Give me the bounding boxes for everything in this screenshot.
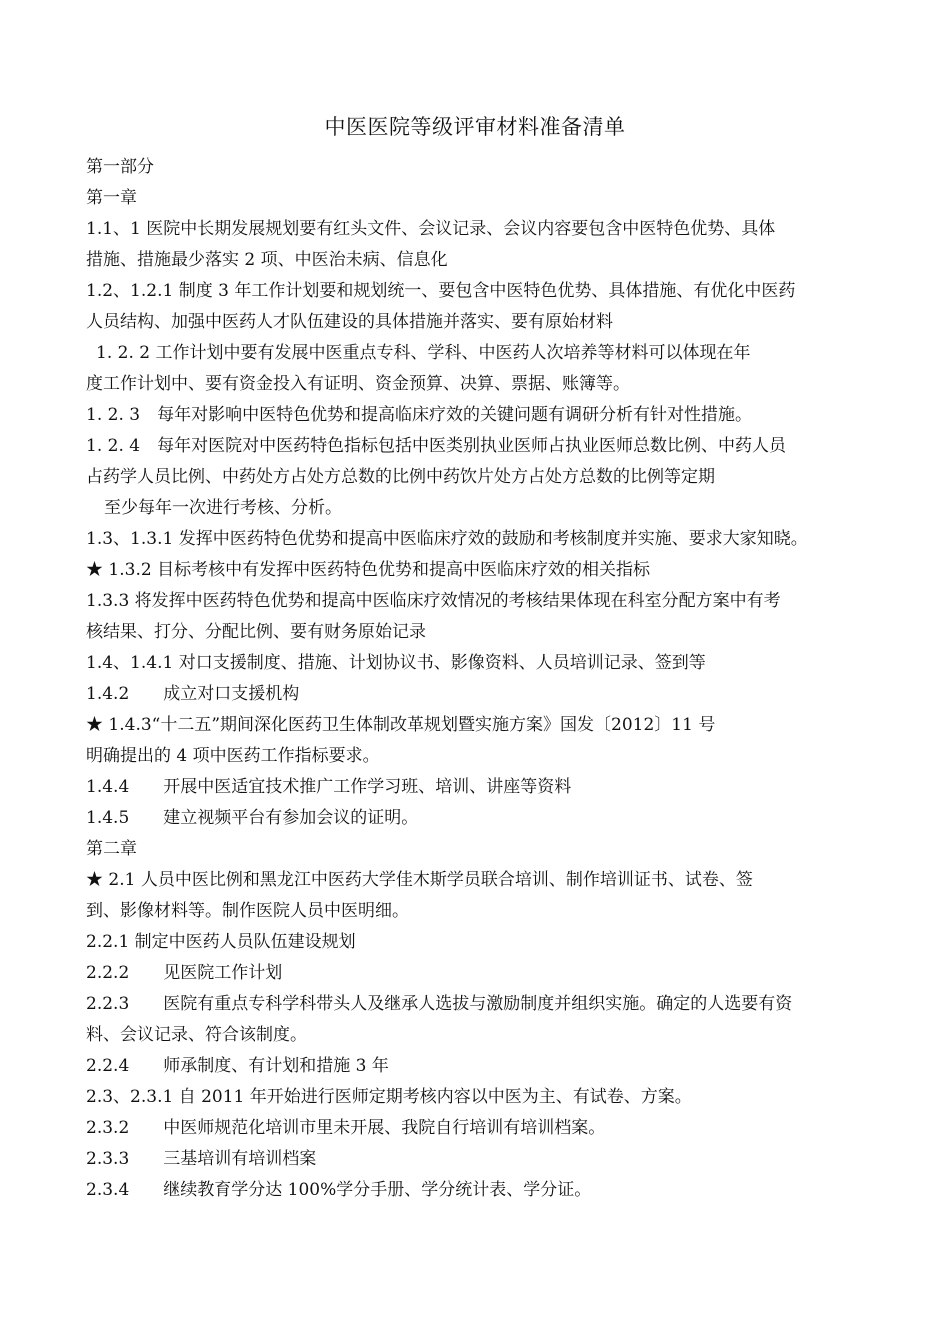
- text-line: 占药学人员比例、中药处方占处方总数的比例中药饮片处方占处方总数的比例等定期: [86, 467, 715, 487]
- section-heading: 第一部分: [86, 157, 154, 177]
- text-line: 措施、措施最少落实 2 项、中医治未病、信息化: [86, 250, 448, 270]
- text-line: 1.2、1.2.1 制度 3 年工作计划要和规划统一、要包含中医特色优势、具体措施、有优化中医药: [86, 281, 796, 301]
- text-line: 1.1、1 医院中长期发展规划要有红头文件、会议记录、会议内容要包含中医特色优势、具体: [86, 219, 776, 239]
- text-line: 1.4.4 开展中医适宜技术推广工作学习班、培训、讲座等资料: [86, 777, 572, 797]
- starred-line: ★ 1.3.2 目标考核中有发挥中医药特色优势和提高中医临床疗效的相关指标: [86, 560, 651, 580]
- text-line: 到、影像材料等。制作医院人员中医明细。: [86, 901, 409, 921]
- text-line: 核结果、打分、分配比例、要有财务原始记录: [86, 622, 426, 642]
- chapter-heading: 第一章: [86, 188, 137, 208]
- document-body: [86, 152, 872, 1206]
- text-line: 2.3.3 三基培训有培训档案: [86, 1149, 317, 1169]
- chapter-heading: 第二章: [86, 839, 137, 859]
- text-line: 2.3.4 继续教育学分达 100%学分手册、学分统计表、学分证。: [86, 1180, 592, 1200]
- document-title: 中医医院等级评审材料准备清单: [324, 115, 626, 139]
- text-line: 2.2.1 制定中医药人员队伍建设规划: [86, 932, 356, 952]
- text-line: 至少每年一次进行考核、分析。: [104, 498, 342, 518]
- starred-line: ★ 2.1 人员中医比例和黑龙江中医药大学佳木斯学员联合培训、制作培训证书、试卷、签: [86, 870, 753, 890]
- text-line: 1.4.2 成立对口支援机构: [86, 684, 300, 704]
- text-line: 1.3、1.3.1 发挥中医药特色优势和提高中医临床疗效的鼓励和考核制度并实施、要求大家知晓。: [86, 529, 808, 549]
- text-line: 1. 2. 2 工作计划中要有发展中医重点专科、学科、中医药人次培养等材料可以体现在年: [96, 343, 751, 363]
- text-line: 1. 2. 3 每年对影响中医特色优势和提高临床疗效的关键问题有调研分析有针对性措施。: [86, 405, 753, 425]
- text-line: 度工作计划中、要有资金投入有证明、资金预算、决算、票据、账簿等。: [86, 374, 630, 394]
- text-line: 1.4.5 建立视频平台有参加会议的证明。: [86, 808, 419, 828]
- text-line: 2.2.4 师承制度、有计划和措施 3 年: [86, 1056, 389, 1076]
- text-line: 2.3.2 中医师规范化培训市里未开展、我院自行培训有培训档案。: [86, 1118, 606, 1138]
- text-line: 2.2.3 医院有重点专科学科带头人及继承人选拔与激励制度并组织实施。确定的人选要有资: [86, 994, 793, 1014]
- text-line: 明确提出的 4 项中医药工作指标要求。: [86, 746, 380, 766]
- text-line: 2.3、2.3.1 自 2011 年开始进行医师定期考核内容以中医为主、有试卷、方案。: [86, 1087, 692, 1107]
- text-line: 1.3.3 将发挥中医药特色优势和提高中医临床疗效情况的考核结果体现在科室分配方案中有考: [86, 591, 781, 611]
- text-line: 1.4、1.4.1 对口支援制度、措施、计划协议书、影像资料、人员培训记录、签到等: [86, 653, 706, 673]
- text-line: 2.2.2 见医院工作计划: [86, 963, 283, 983]
- text-line: 人员结构、加强中医药人才队伍建设的具体措施并落实、要有原始材料: [86, 312, 613, 332]
- starred-line: ★ 1.4.3“十二五”期间深化医药卫生体制改革规划暨实施方案》国发〔2012〕11 号: [86, 715, 716, 735]
- text-line: 1. 2. 4 每年对医院对中医药特色指标包括中医类别执业医师占执业医师总数比例、中药人员: [86, 436, 787, 456]
- text-line: 料、会议记录、符合该制度。: [86, 1025, 307, 1045]
